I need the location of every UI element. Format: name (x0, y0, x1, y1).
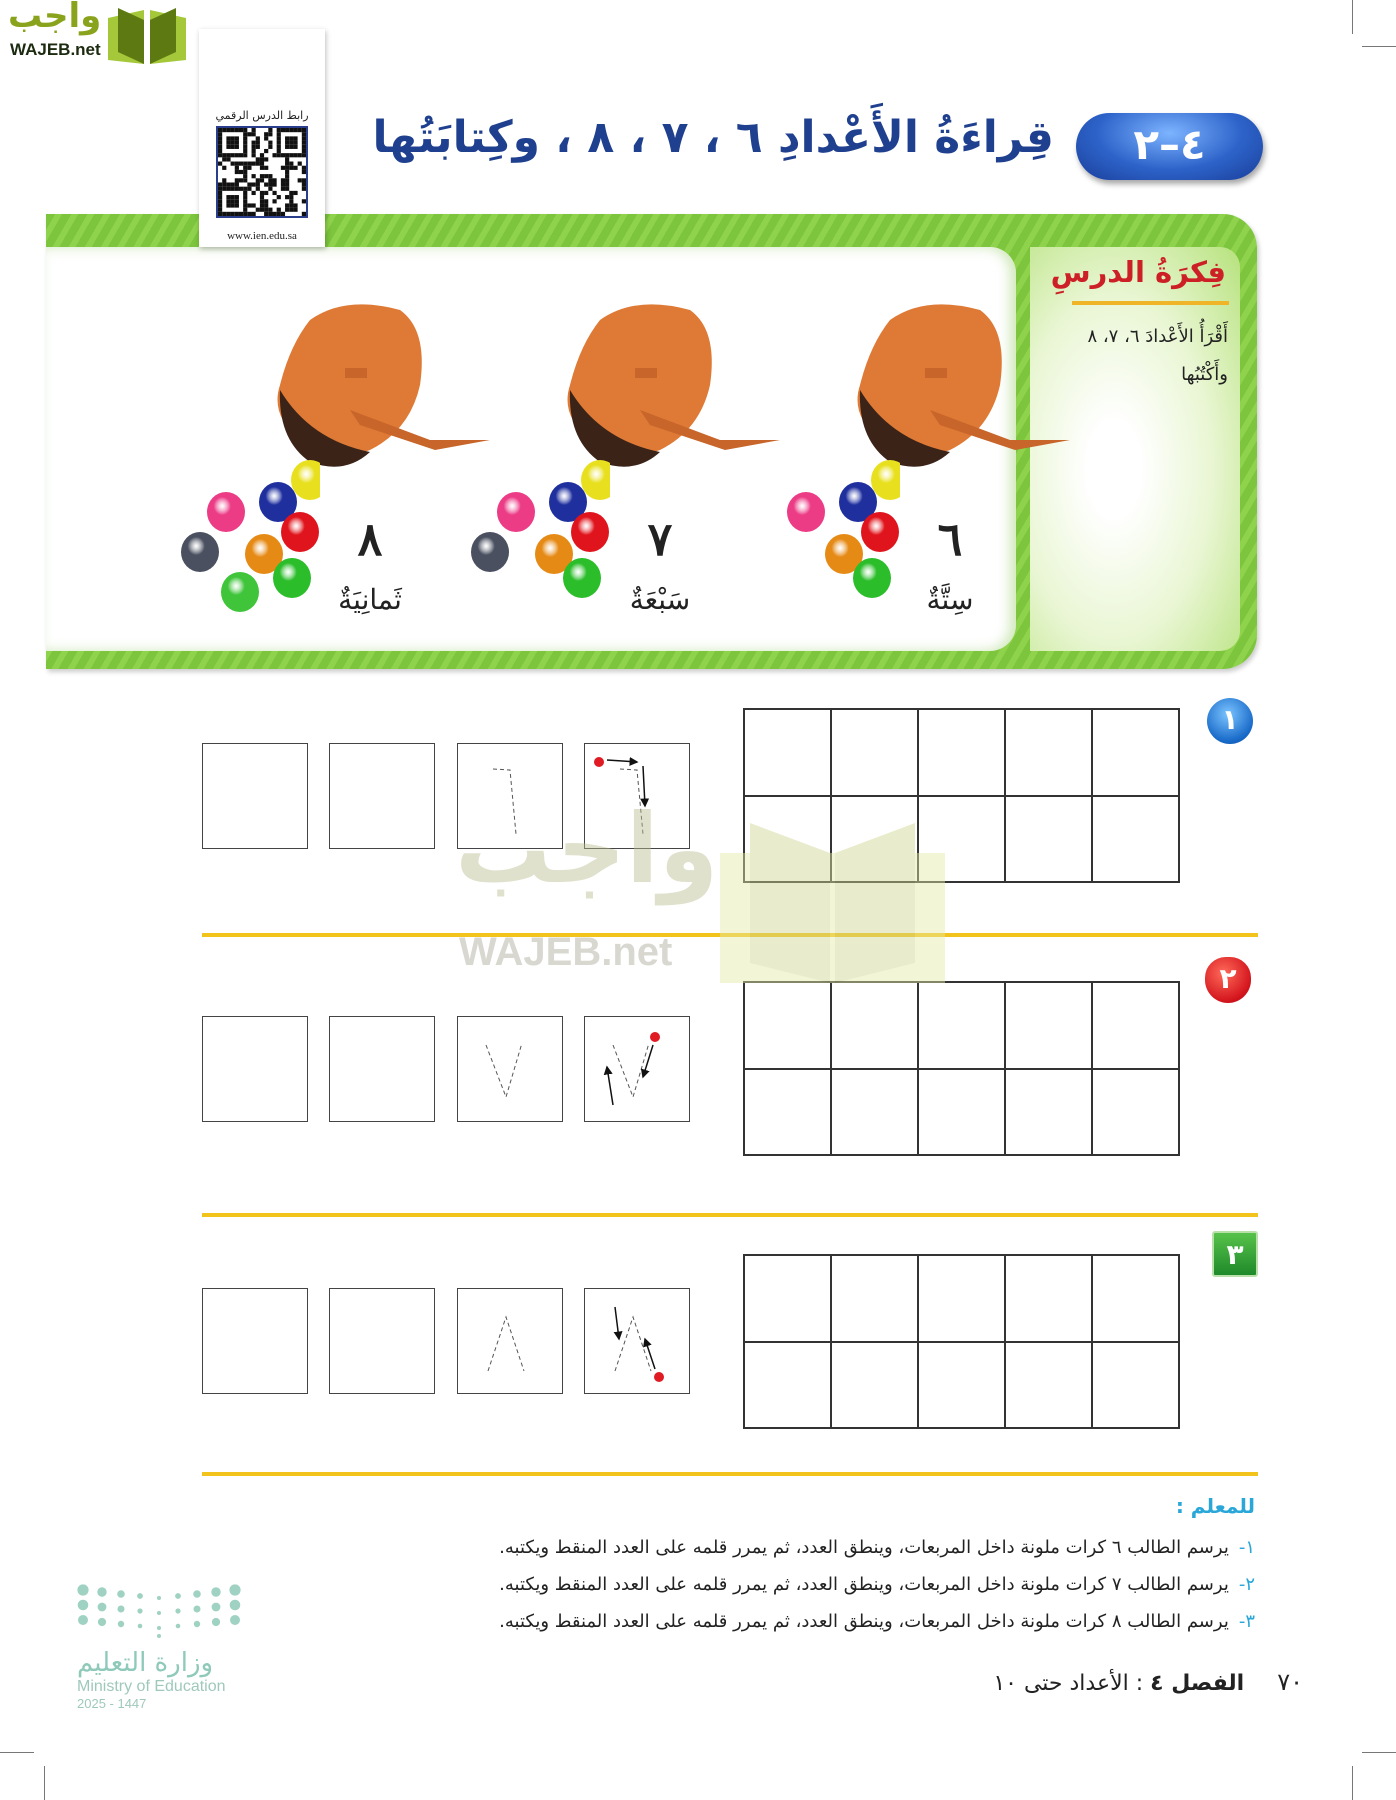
item-text: يرسم الطالب ٧ كرات ملونة داخل المربعات، وينطق العدد، ثم يمرر قلمه على العدد المنقط ويكتبه. (499, 1574, 1229, 1595)
ten-frame-cell[interactable] (831, 796, 918, 883)
ten-frame-cell[interactable] (831, 1069, 918, 1156)
ten-frame-cell[interactable] (918, 1069, 1005, 1156)
group-word: سِتَّةٌ (926, 583, 974, 616)
exercise-number-badge: ٢ (1205, 957, 1251, 1003)
writing-box[interactable] (329, 1288, 435, 1394)
ball (571, 512, 609, 552)
ten-frame-cell[interactable] (918, 709, 1005, 796)
balls (470, 450, 610, 620)
ten-frame-cell[interactable] (918, 1342, 1005, 1429)
ten-frame-cell[interactable] (1092, 982, 1179, 1069)
tracing-box[interactable] (584, 743, 690, 849)
crop-mark (1352, 0, 1353, 34)
crop-mark (1362, 46, 1396, 47)
ball (207, 492, 245, 532)
ten-frame-cell[interactable] (831, 982, 918, 1069)
writing-box[interactable] (329, 743, 435, 849)
ten-frame[interactable] (743, 1254, 1180, 1429)
ten-frame-cell[interactable] (831, 709, 918, 796)
bag-icon (540, 290, 780, 470)
ten-frame[interactable] (743, 708, 1180, 883)
bag-icon (250, 290, 490, 470)
qr-label: رابط الدرس الرقمي (215, 109, 309, 122)
ministry-name-ar: وزارة التعليم (77, 1648, 214, 1678)
bag-icon (830, 290, 1070, 470)
ten-frame-cell[interactable] (1005, 982, 1092, 1069)
writing-box[interactable] (329, 1016, 435, 1122)
dotted-digit (493, 769, 516, 834)
crop-mark (1362, 1752, 1396, 1753)
ministry-logo (77, 1582, 257, 1711)
ten-frame-cell[interactable] (1005, 796, 1092, 883)
group-number: ٨ (357, 512, 383, 566)
writing-box[interactable] (202, 743, 308, 849)
wajeb-logo[interactable] (0, 0, 190, 66)
item-text: يرسم الطالب ٦ كرات ملونة داخل المربعات، وينطق العدد، ثم يمرر قلمه على العدد المنقط ويكتبه. (499, 1537, 1229, 1558)
item-number: ١- (1238, 1537, 1255, 1558)
dotted-digit (620, 769, 643, 834)
ball (181, 532, 219, 572)
ten-frame-cell[interactable] (1005, 709, 1092, 796)
ten-frame-cell[interactable] (831, 1342, 918, 1429)
item-number: ٣- (1238, 1611, 1255, 1632)
ten-frame-cell[interactable] (1092, 1069, 1179, 1156)
ministry-emblem-icon (77, 1582, 247, 1638)
tracing-box[interactable] (457, 1016, 563, 1122)
ten-frame-cell[interactable] (744, 1255, 831, 1342)
ball (221, 572, 259, 612)
crop-mark (44, 1766, 45, 1800)
ten-frame-cell[interactable] (1092, 1342, 1179, 1429)
page-number: ٧٠ (1277, 1668, 1303, 1696)
ten-frame-cell[interactable] (1005, 1342, 1092, 1429)
ball (497, 492, 535, 532)
number-group-7 (470, 290, 770, 640)
section-divider (202, 1213, 1258, 1217)
number-group-8 (180, 290, 480, 640)
ten-frame-cell[interactable] (744, 982, 831, 1069)
logo-text-en: WAJEB.net (10, 40, 101, 59)
dotted-digit (488, 1317, 524, 1371)
lesson-idea-title: فِكرَةُ الدرسِ (1050, 255, 1226, 289)
ten-frame-cell[interactable] (1005, 1069, 1092, 1156)
ten-frame-cell[interactable] (744, 1342, 831, 1429)
ten-frame-cell[interactable] (1005, 1255, 1092, 1342)
qr-code-icon[interactable] (216, 126, 308, 218)
divider (1072, 301, 1229, 305)
ten-frame-cell[interactable] (918, 796, 1005, 883)
teacher-note-item (499, 1611, 1255, 1632)
crop-mark (0, 1752, 34, 1753)
lesson-title: قِراءَةُ الأَعْدادِ ٦ ، ٧ ، ٨ ، وكِتابَتُها (372, 112, 1054, 163)
ministry-year: 2025 - 1447 (77, 1696, 147, 1711)
tracing-box[interactable] (457, 1288, 563, 1394)
ten-frame-cell[interactable] (1092, 796, 1179, 883)
logo-text-ar: واجب (8, 0, 102, 36)
ball (787, 492, 825, 532)
ball (281, 512, 319, 552)
section-divider (202, 933, 1258, 937)
exercise-number-badge: ٣ (1212, 1231, 1258, 1277)
lesson-idea-text: أَقْرَأُ الأَعْدادَ ٦، ٧، ٨ وأَكْتُبُها (1087, 326, 1228, 385)
ten-frame-cell[interactable] (918, 982, 1005, 1069)
ten-frame[interactable] (743, 981, 1180, 1156)
item-number: ٢- (1238, 1574, 1255, 1595)
group-word: سَبْعَةٌ (629, 583, 691, 616)
number-group-6 (760, 290, 1060, 640)
tracing-box[interactable] (584, 1288, 690, 1394)
dotted-digit (486, 1043, 522, 1097)
ten-frame-cell[interactable] (744, 1069, 831, 1156)
watermark-text-ar: واجب (455, 793, 719, 905)
group-number: ٧ (647, 512, 673, 566)
writing-box[interactable] (202, 1016, 308, 1122)
group-word: ثَمانِيَةٌ (338, 583, 402, 616)
book-icon (106, 4, 188, 64)
ten-frame-cell[interactable] (744, 796, 831, 883)
qr-url[interactable]: www.ien.edu.sa (227, 230, 297, 242)
tracing-box[interactable] (584, 1016, 690, 1122)
ten-frame-cell[interactable] (744, 709, 831, 796)
ball (861, 512, 899, 552)
ten-frame-cell[interactable] (831, 1255, 918, 1342)
crop-mark (1352, 1766, 1353, 1800)
lesson-number-badge: ٤–٢ (1076, 113, 1263, 180)
dotted-digit (613, 1043, 649, 1097)
teacher-note-item (499, 1537, 1255, 1558)
chapter-label: الفصل ٤ (1150, 1671, 1245, 1696)
digital-lesson-qr-card[interactable] (199, 29, 325, 247)
tracing-box[interactable] (457, 743, 563, 849)
chapter-title: : الأعداد حتى ١٠ (993, 1671, 1144, 1696)
dotted-digit (615, 1317, 651, 1371)
ministry-name-en: Ministry of Education (77, 1678, 226, 1695)
ten-frame-cell[interactable] (1092, 709, 1179, 796)
ten-frame-cell[interactable] (1092, 1255, 1179, 1342)
item-text: يرسم الطالب ٨ كرات ملونة داخل المربعات، وينطق العدد، ثم يمرر قلمه على العدد المنقط ويكتبه. (499, 1611, 1229, 1632)
teacher-note-item (499, 1574, 1255, 1595)
balls (760, 450, 900, 620)
writing-box[interactable] (202, 1288, 308, 1394)
group-number: ٦ (937, 512, 963, 566)
ten-frame-cell[interactable] (918, 1255, 1005, 1342)
teacher-note-heading: للمعلم : (1175, 1494, 1255, 1518)
watermark-text-en: WAJEB.net (459, 930, 673, 974)
section-divider (202, 1472, 1258, 1476)
balls (180, 450, 320, 620)
page-footer (993, 1668, 1303, 1696)
exercise-number-badge: ١ (1207, 698, 1253, 744)
